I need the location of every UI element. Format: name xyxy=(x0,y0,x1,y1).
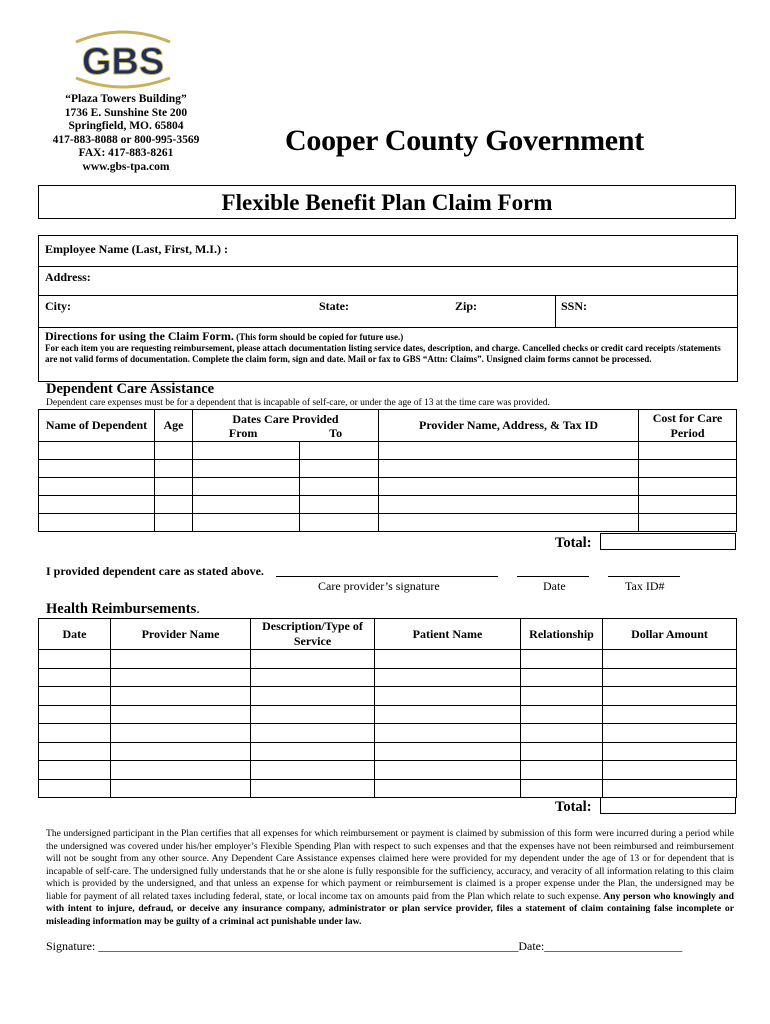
health-cell[interactable] xyxy=(251,742,375,761)
dependent-cell[interactable] xyxy=(155,442,193,460)
health-title-suffix: . xyxy=(196,601,200,617)
provider-header: Provider Name, Address, & Tax ID xyxy=(379,410,639,442)
health-cell[interactable] xyxy=(39,650,111,669)
dates-care-provided-label: Dates Care Provided xyxy=(232,411,339,426)
health-cell[interactable] xyxy=(251,779,375,798)
dependent-total-field[interactable] xyxy=(600,533,736,550)
health-total-label: Total: xyxy=(555,799,592,815)
dependent-statement: I provided dependent care as stated above. xyxy=(46,564,264,578)
health-cell[interactable] xyxy=(603,779,737,798)
patient-name-header: Patient Name xyxy=(375,619,521,650)
health-cell[interactable] xyxy=(603,668,737,687)
health-row xyxy=(39,705,737,724)
tax-id-label: Tax ID# xyxy=(625,579,665,593)
care-provider-signature-label: Care provider’s signature xyxy=(318,579,440,593)
dependent-cell[interactable] xyxy=(39,460,155,478)
description-header: Description/Type of Service xyxy=(251,619,375,650)
phone-line: 417-883-8088 or 800-995-3569 xyxy=(52,133,200,146)
health-cell[interactable] xyxy=(603,687,737,706)
health-cell[interactable] xyxy=(375,742,521,761)
from-label: From xyxy=(228,425,258,440)
signature-date-line[interactable]: Signature: ______________________________________________________________________Date:_______________________ xyxy=(46,939,683,953)
health-cell[interactable] xyxy=(603,724,737,743)
health-cell[interactable] xyxy=(521,650,603,669)
health-cell[interactable] xyxy=(251,687,375,706)
health-row xyxy=(39,668,737,687)
dependent-row xyxy=(39,496,737,514)
employee-name-row[interactable] xyxy=(39,236,737,267)
certification-body: The undersigned participant in the Plan certifies that all expenses for which reimbursement or payment is claimed by submission of this form were incurred during a period while the undersigned was covered under his/her employer’s Flexible Spending Plan with respect to such expenses and that the expenses have not been reimbursed and reimbursement will not be sought from any other source. Any Dependent Care Assistance expenses claimed here were provided for my dependent under the age of 13 or for dependent that is incapable of self-care. The undersigned fully understands that he or she alone is fully responsible for the sufficiency, accuracy, and veracity of all information relating to this claim which is provided by the undersigned, and that unless an expense for which payment or reimbursement is claimed is a proper expense under the Plan, the undersigned may be liable for payment of all related taxes including federal, state, or local income tax on amounts paid from the Plan which relate to such expense. xyxy=(46,828,734,902)
address-line: Springfield, MO. 65804 xyxy=(68,120,184,133)
health-cell[interactable] xyxy=(39,687,111,706)
ssn-divider xyxy=(555,296,556,327)
dependent-cell[interactable] xyxy=(639,460,737,478)
dependent-row xyxy=(39,478,737,496)
health-cell[interactable] xyxy=(111,779,251,798)
health-cell[interactable] xyxy=(603,650,737,669)
health-table xyxy=(38,618,737,798)
address-line: 1736 E. Sunshine Ste 200 xyxy=(64,106,188,119)
logo-text: GBS xyxy=(81,41,165,83)
dependent-cell[interactable] xyxy=(193,442,300,460)
health-cell[interactable] xyxy=(251,668,375,687)
health-cell[interactable] xyxy=(111,724,251,743)
dependent-cell[interactable] xyxy=(300,460,379,478)
health-row xyxy=(39,650,737,669)
address-row[interactable] xyxy=(39,267,737,296)
health-cell[interactable] xyxy=(39,724,111,743)
dependent-cell[interactable] xyxy=(300,496,379,514)
health-header-row xyxy=(39,619,737,650)
address-line: “Plaza Towers Building” xyxy=(65,93,187,105)
health-cell[interactable] xyxy=(521,761,603,780)
dependent-row xyxy=(39,460,737,478)
health-cell[interactable] xyxy=(603,742,737,761)
health-cell[interactable] xyxy=(111,650,251,669)
dependent-care-table xyxy=(38,409,737,532)
health-cell[interactable] xyxy=(521,705,603,724)
address-block xyxy=(40,93,212,175)
dependent-header-row xyxy=(39,410,737,442)
care-provider-signature-line[interactable] xyxy=(276,576,498,577)
certification-text xyxy=(46,828,734,928)
health-cell[interactable] xyxy=(521,742,603,761)
health-cell[interactable] xyxy=(111,761,251,780)
dependent-cell[interactable] xyxy=(39,478,155,496)
name-of-dependent-header: Name of Dependent xyxy=(39,410,155,442)
dependent-cell[interactable] xyxy=(300,442,379,460)
employee-info-box xyxy=(38,235,738,382)
health-row xyxy=(39,779,737,798)
address-label: Address: xyxy=(45,270,91,284)
ssn-label: SSN: xyxy=(561,299,588,313)
state-label: State: xyxy=(319,299,349,313)
dependent-cell[interactable] xyxy=(39,442,155,460)
age-header: Age xyxy=(155,410,193,442)
dependent-cell[interactable] xyxy=(300,514,379,532)
dependent-cell[interactable] xyxy=(39,514,155,532)
health-cell[interactable] xyxy=(111,742,251,761)
health-cell[interactable] xyxy=(375,761,521,780)
health-cell[interactable] xyxy=(603,705,737,724)
health-row xyxy=(39,742,737,761)
dependent-cell[interactable] xyxy=(379,478,639,496)
certification-warning: Any person who knowingly and with intent to injure, defraud, or deceive any insurance company, administrator or plan service provider, files a statement of claim containing false incomplete or misleading information may be guilty of a criminal act punishable under law. xyxy=(46,890,734,927)
health-cell[interactable] xyxy=(521,779,603,798)
dependent-cell[interactable] xyxy=(193,514,300,532)
city-label: City: xyxy=(45,299,71,313)
dependent-total-label: Total: xyxy=(555,535,592,551)
dependent-cell[interactable] xyxy=(379,442,639,460)
health-cell[interactable] xyxy=(521,687,603,706)
health-cell[interactable] xyxy=(39,668,111,687)
dollar-amount-header: Dollar Amount xyxy=(603,619,737,650)
dependent-cell[interactable] xyxy=(639,514,737,532)
health-title-text: Health Reimbursements xyxy=(46,601,197,617)
directions xyxy=(45,331,735,365)
health-cell[interactable] xyxy=(375,724,521,743)
dates-care-header xyxy=(193,410,379,442)
provider-name-header: Provider Name xyxy=(111,619,251,650)
from-to-labels xyxy=(193,426,378,440)
health-cell[interactable] xyxy=(251,705,375,724)
health-cell[interactable] xyxy=(603,761,737,780)
health-cell[interactable] xyxy=(39,779,111,798)
dependent-cell[interactable] xyxy=(193,460,300,478)
health-row xyxy=(39,687,737,706)
directions-heading-note: (This form should be copied for future use.) xyxy=(236,332,404,342)
health-cell[interactable] xyxy=(375,779,521,798)
date-header: Date xyxy=(39,619,111,650)
health-cell[interactable] xyxy=(111,668,251,687)
health-row xyxy=(39,761,737,780)
health-cell[interactable] xyxy=(521,668,603,687)
dependent-cell[interactable] xyxy=(193,496,300,514)
health-cell[interactable] xyxy=(251,650,375,669)
dependent-cell[interactable] xyxy=(639,496,737,514)
dependent-cell[interactable] xyxy=(155,496,193,514)
directions-heading: Directions for using the Claim Form. xyxy=(45,329,234,343)
dependent-cell[interactable] xyxy=(155,460,193,478)
cost-header: Cost for Care Period xyxy=(639,410,737,442)
health-cell[interactable] xyxy=(39,742,111,761)
city-row xyxy=(39,296,737,328)
health-cell[interactable] xyxy=(39,705,111,724)
relationship-header: Relationship xyxy=(521,619,603,650)
health-title xyxy=(46,601,200,618)
dependent-cell[interactable] xyxy=(379,514,639,532)
health-cell[interactable] xyxy=(375,705,521,724)
health-cell[interactable] xyxy=(375,650,521,669)
care-date-line[interactable] xyxy=(517,576,589,577)
dependent-cell[interactable] xyxy=(193,478,300,496)
health-total-field[interactable] xyxy=(600,797,736,814)
health-cell[interactable] xyxy=(251,724,375,743)
to-label: To xyxy=(329,425,343,440)
zip-label: Zip: xyxy=(455,299,478,313)
health-cell[interactable] xyxy=(111,705,251,724)
health-cell[interactable] xyxy=(375,687,521,706)
tax-id-line[interactable] xyxy=(608,576,680,577)
health-cell[interactable] xyxy=(521,724,603,743)
dependent-care-title: Dependent Care Assistance xyxy=(46,381,215,397)
dependent-cell[interactable] xyxy=(155,478,193,496)
care-date-label: Date xyxy=(543,579,566,593)
fax-line: FAX: 417-883-8261 xyxy=(78,147,174,160)
dependent-cell[interactable] xyxy=(639,478,737,496)
dependent-row xyxy=(39,442,737,460)
health-cell[interactable] xyxy=(39,761,111,780)
health-cell[interactable] xyxy=(375,668,521,687)
health-cell[interactable] xyxy=(251,761,375,780)
dependent-row xyxy=(39,514,737,532)
dependent-cell[interactable] xyxy=(155,514,193,532)
website-line: www.gbs-tpa.com xyxy=(82,160,170,173)
dependent-cell[interactable] xyxy=(379,496,639,514)
gbs-logo xyxy=(62,28,184,90)
dependent-cell[interactable] xyxy=(39,496,155,514)
health-cell[interactable] xyxy=(111,687,251,706)
health-row xyxy=(39,724,737,743)
dependent-cell[interactable] xyxy=(379,460,639,478)
dependent-care-note: Dependent care expenses must be for a dependent that is incapable of self-care, or under the age of 13 at the time care was provided. xyxy=(46,398,550,408)
employee-name-label: Employee Name (Last, First, M.I.) : xyxy=(45,242,228,256)
form-title: Flexible Benefit Plan Claim Form xyxy=(38,185,736,219)
company-name: Cooper County Government xyxy=(285,124,644,157)
dependent-cell[interactable] xyxy=(639,442,737,460)
directions-text: For each item you are requesting reimbursement, please attach documentation listing service dates, description, and charge. Cancelled checks or credit card receipts /statements are not valid forms of documentation. Complete the claim form, sign and date. Mail or fax to GBS “Attn: Claims”. Unsigned claim forms cannot be processed. xyxy=(45,343,721,364)
dependent-cell[interactable] xyxy=(300,478,379,496)
